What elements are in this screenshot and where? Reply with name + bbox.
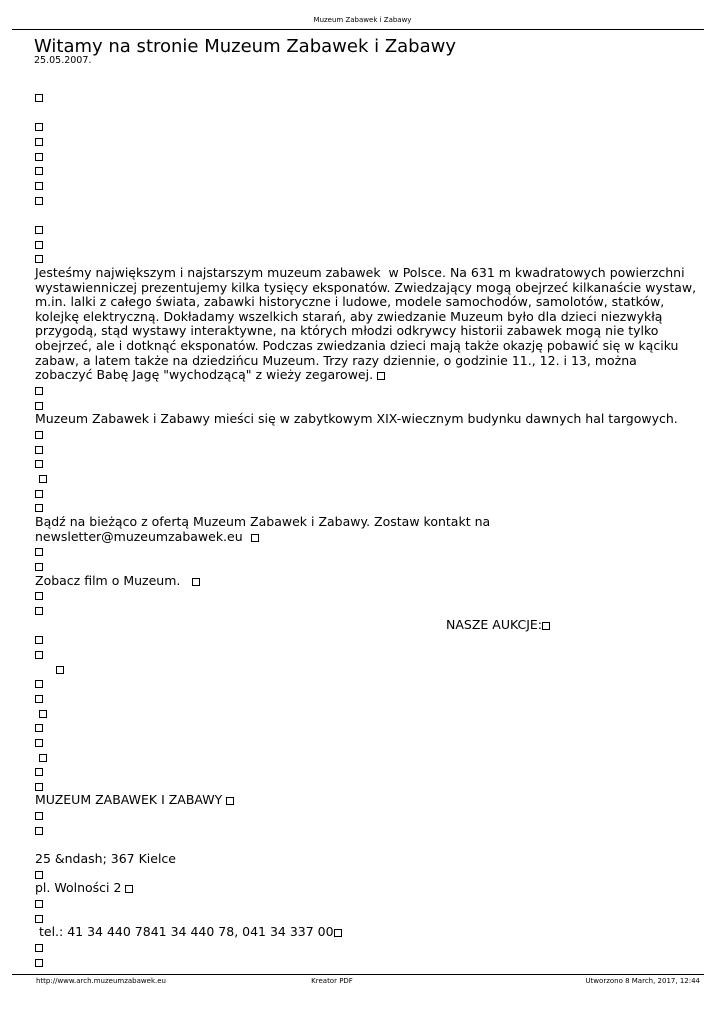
missing-glyph-icon: [35, 182, 43, 190]
missing-glyph-icon: [35, 460, 43, 468]
missing-glyph-icon: [251, 534, 259, 542]
missing-glyph-icon: [35, 123, 43, 131]
missing-glyph-icon: [35, 812, 43, 820]
missing-image-row: [35, 222, 695, 237]
footer-url-link[interactable]: http://www.arch.muzeumzabawek.eu: [36, 977, 166, 985]
missing-glyph-icon: [542, 622, 550, 630]
paragraph-line: Jesteśmy największym i najstarszym muzeum zabawek w Polsce. Na 631 m kwadratowych powierzchni: [35, 264, 685, 280]
footer-rule: [12, 974, 704, 975]
header-rule: [12, 29, 704, 30]
building-text: Muzeum Zabawek i Zabawy mieści się w zabytkowym XIX-wiecznym budynku dawnych hal targowych.: [35, 411, 678, 427]
missing-glyph-icon: [35, 827, 43, 835]
street-line: [35, 881, 695, 896]
missing-glyph-icon: [35, 153, 43, 161]
missing-glyph-icon: [35, 900, 43, 908]
missing-glyph-icon: [35, 724, 43, 732]
paragraph-line: obejrzeć, ale i dotknąć eksponatów. Podczas zwiedzania dzieci mają także okazję pobawić się w kąciku: [35, 338, 679, 354]
missing-glyph-icon: [35, 167, 43, 175]
missing-glyph-icon: [35, 607, 43, 615]
missing-glyph-icon: [35, 563, 43, 571]
footer-created: Utworzono 8 March, 2017, 12:44: [585, 977, 700, 985]
missing-image-row: [35, 163, 695, 178]
missing-image-row: [35, 237, 695, 252]
running-header-title: Muzeum Zabawek i Zabawy: [313, 16, 412, 24]
missing-glyph-icon: [226, 797, 234, 805]
missing-glyph-icon: [35, 651, 43, 659]
missing-glyph-icon: [35, 402, 43, 410]
auctions-label: NASZE AUKCJE:: [446, 616, 543, 632]
missing-glyph-icon: [35, 431, 43, 439]
newsletter-text-line2: [35, 530, 695, 545]
missing-glyph-icon: [35, 255, 43, 263]
postal-line: 25 &ndash; 367 Kielce: [35, 851, 176, 867]
phone-text: tel.: 41 34 440 7841 34 440 78, 041 34 337 00: [35, 924, 334, 940]
missing-glyph-icon: [35, 915, 43, 923]
newsletter-text-line1: Bądź na bieżąco z ofertą Muzeum Zabawek i Zabawy. Zostaw kontakt na: [35, 514, 491, 529]
missing-glyph-icon: [35, 680, 43, 688]
missing-glyph-icon: [35, 636, 43, 644]
missing-glyph-icon: [125, 885, 133, 893]
missing-glyph-icon: [35, 241, 43, 249]
film-line: [35, 574, 695, 589]
missing-glyph-icon: [35, 197, 43, 205]
missing-glyph-icon: [377, 372, 385, 380]
page-date: 25.05.2007.: [34, 55, 92, 66]
missing-glyph-icon: [35, 548, 43, 556]
missing-image-row: [35, 134, 695, 149]
newsletter-email-link[interactable]: newsletter@muzeumzabawek.eu: [35, 528, 251, 544]
org-name: MUZEUM ZABAWEK I ZABAWY: [35, 792, 227, 808]
missing-glyph-icon: [35, 490, 43, 498]
missing-glyph-icon: [35, 94, 43, 102]
missing-glyph-icon: [192, 578, 200, 586]
missing-glyph-icon: [35, 944, 43, 952]
missing-glyph-icon: [35, 783, 43, 791]
missing-image-row: [35, 90, 695, 105]
page-title: Witamy na stronie Muzeum Zabawek i Zabawy: [34, 36, 457, 57]
missing-glyph-icon: [39, 754, 47, 762]
missing-glyph-icon: [35, 387, 43, 395]
missing-glyph-icon: [39, 475, 47, 483]
paragraph-line: kolejkę elektryczną. Dokładamy wszelkich starań, aby zwiedzanie Muzeum było dla dzieci niezwykłą: [35, 308, 663, 324]
missing-glyph-icon: [35, 138, 43, 146]
intro-paragraph: [35, 266, 695, 383]
missing-glyph-icon: [35, 739, 43, 747]
missing-glyph-icon: [334, 929, 342, 937]
missing-image-row: [35, 149, 695, 164]
org-name-line: [35, 793, 695, 808]
missing-glyph-icon: [35, 695, 43, 703]
missing-image-row: [35, 119, 695, 134]
missing-glyph-icon: [56, 666, 64, 674]
missing-glyph-icon: [35, 504, 43, 512]
missing-glyph-icon: [35, 959, 43, 967]
phone-line: [35, 925, 695, 940]
missing-glyph-icon: [35, 768, 43, 776]
missing-glyph-icon: [35, 592, 43, 600]
paragraph-line: zabaw, a latem także na dziedzińcu Muzeum. Trzy razy dziennie, o godzinie 11., 12. i 13, można: [35, 352, 637, 368]
missing-glyph-icon: [39, 710, 47, 718]
film-link[interactable]: Zobacz film o Muzeum.: [35, 572, 193, 588]
paragraph-line: m.in. lalki z całego świata, zabawki historyczne i ludowe, modele samochodów, samolotów, statków,: [35, 294, 665, 310]
missing-image-row: [35, 178, 695, 193]
street-text: pl. Wolności 2: [35, 880, 126, 896]
article-body: [35, 90, 695, 969]
missing-image-row: [35, 193, 695, 208]
auctions-line: [35, 618, 695, 633]
missing-glyph-icon: [35, 446, 43, 454]
paragraph-line: wystawienniczej prezentujemy kilka tysięcy eksponatów. Zwiedzający mogą obejrzeć kilkanaście wystaw,: [35, 279, 697, 295]
footer-generator: Kreator PDF: [311, 977, 353, 985]
paragraph-text: zobaczyć Babę Jagę "wychodzącą" z wieży zegarowej.: [35, 367, 378, 383]
paragraph-line-last: [35, 368, 695, 383]
missing-image-row: [35, 251, 695, 266]
paragraph-line: przygodą, stąd wystawy interaktywne, na których młodzi odkrywcy historii zabawek mogą nie tylko: [35, 323, 659, 339]
missing-glyph-icon: [35, 871, 43, 879]
page-footer: [36, 977, 700, 987]
missing-glyph-icon: [35, 226, 43, 234]
